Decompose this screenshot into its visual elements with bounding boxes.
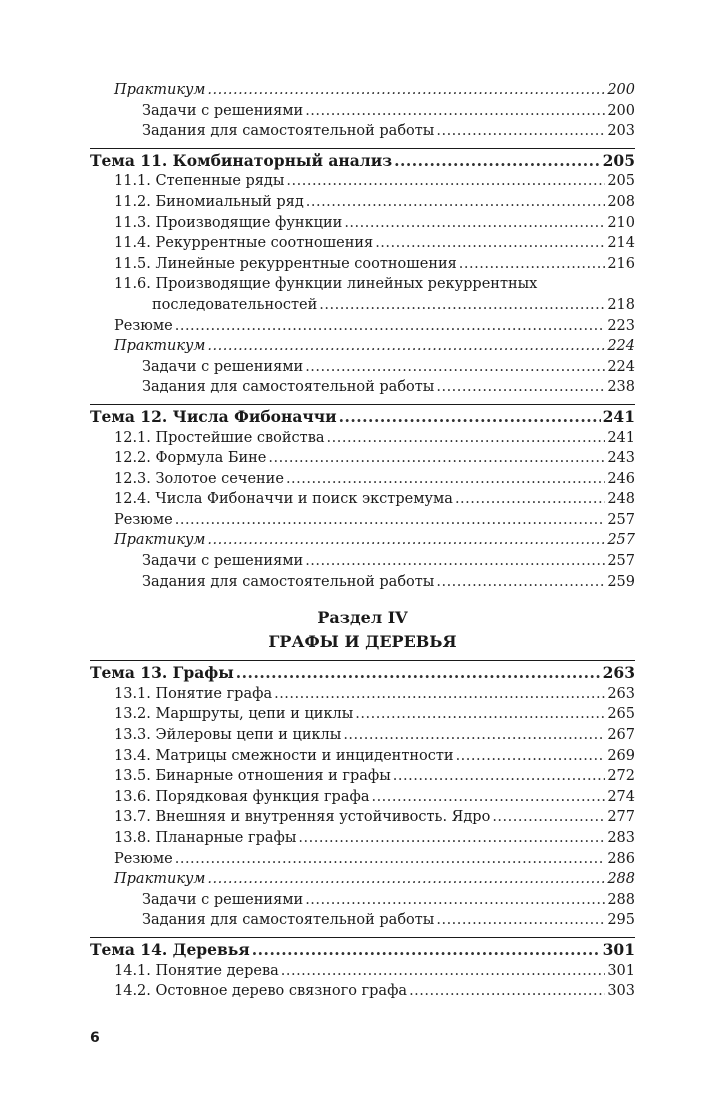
toc-entry-title: Резюме — [114, 511, 173, 528]
toc-entry-title: 13.1. Понятие графа — [114, 685, 273, 702]
toc-entry-summary — [90, 316, 635, 337]
section-title: ГРАФЫ И ДЕРЕВЬЯ — [268, 632, 457, 652]
toc-entry-title: Задачи с решениями — [142, 553, 304, 570]
toc-topic-title: Тема 11. Комбинаторный анализ — [90, 150, 393, 170]
dot-leader — [175, 849, 606, 870]
toc-entry — [90, 254, 635, 275]
dot-leader — [175, 316, 606, 337]
toc-entry-title: 14.1. Понятие дерева — [114, 962, 279, 979]
toc-entry-title: 11.3. Производящие функции — [114, 214, 343, 231]
toc-entry-title: Задания для самостоятельной работы — [142, 912, 435, 929]
toc-page-number: 295 — [607, 912, 635, 929]
toc-entry — [90, 448, 635, 469]
toc-page-number: 265 — [607, 706, 635, 723]
toc-page-number: 205 — [607, 173, 635, 190]
toc-topic-12 — [90, 407, 635, 428]
toc-entry-exercises — [90, 572, 635, 593]
toc-page-number: 277 — [607, 809, 635, 826]
toc-entry-practicum — [90, 869, 635, 890]
toc-page-number: 301 — [602, 939, 635, 959]
toc-entry — [90, 828, 635, 849]
toc-topic-13 — [90, 663, 635, 684]
toc-entry — [90, 233, 635, 254]
toc-entry — [90, 489, 635, 510]
toc-page-number: 288 — [607, 891, 635, 908]
dot-leader — [456, 746, 606, 767]
dot-leader — [394, 151, 601, 172]
toc-entry-exercises — [90, 910, 635, 931]
dot-leader — [305, 357, 605, 378]
toc-page-number: 274 — [607, 788, 635, 805]
dot-leader — [436, 377, 605, 398]
dot-leader — [459, 254, 606, 275]
page-number: 6 — [90, 1030, 100, 1046]
toc-entry-summary — [90, 849, 635, 870]
toc-entry-title: 13.6. Порядковая функция графа — [114, 788, 370, 805]
toc-entry-title: 13.8. Планарные графы — [114, 830, 297, 846]
dot-leader — [355, 704, 605, 725]
toc-entry-title: 14.2. Остовное дерево связного графа — [114, 983, 408, 1000]
toc-page-number: 257 — [607, 553, 635, 570]
dot-leader — [207, 336, 605, 357]
toc-entry — [90, 704, 635, 725]
topic-divider — [90, 937, 635, 938]
toc-page-number: 210 — [607, 214, 635, 231]
dot-leader — [274, 684, 605, 705]
toc-entry-title: 13.7. Внешняя и внутренняя устойчивость. Ядро — [114, 809, 491, 826]
toc-page-number: 272 — [607, 768, 635, 785]
toc-entry — [90, 746, 635, 767]
toc-page-number: 257 — [607, 532, 635, 549]
toc-entry — [90, 171, 635, 192]
dot-leader — [409, 981, 605, 1002]
dot-leader — [436, 121, 605, 142]
dot-leader — [375, 233, 605, 254]
toc-page-number: 205 — [602, 150, 635, 170]
toc-page-number: 303 — [607, 983, 635, 1000]
toc-entry-title-line1: 11.6. Производящие функции линейных рекуррентных — [114, 276, 538, 293]
toc-page-number: 241 — [602, 406, 635, 426]
toc-entry-title: Задания для самостоятельной работы — [142, 379, 435, 396]
toc-entry-exercises — [90, 377, 635, 398]
toc-entry — [90, 766, 635, 787]
topic-divider — [90, 148, 635, 149]
toc-entry-title: 13.4. Матрицы смежности и инцидентности — [114, 747, 454, 764]
toc-entry-title: Задачи с решениями — [142, 891, 304, 908]
dot-leader — [268, 448, 605, 469]
toc-entry-title: 12.3. Золотое сечение — [114, 470, 284, 487]
toc-entry-practicum — [90, 336, 635, 357]
toc-entry-solved-problems — [90, 101, 635, 122]
toc-entry — [90, 684, 635, 705]
toc-entry — [90, 961, 635, 982]
toc-page-number: 224 — [607, 358, 635, 375]
toc-entry-title: 12.2. Формула Бине — [114, 450, 267, 467]
toc-page-number: 267 — [607, 727, 635, 744]
toc-entry-title: Задания для самостоятельной работы — [142, 573, 435, 590]
topic-divider — [90, 660, 635, 661]
toc-page-number: 288 — [607, 871, 635, 888]
dot-leader — [327, 428, 606, 449]
toc-entry-summary — [90, 510, 635, 531]
toc-entry-title: 11.4. Рекуррентные соотношения — [114, 235, 374, 252]
toc-entry-title: Практикум — [114, 871, 206, 888]
toc-page-number: 224 — [607, 338, 635, 355]
toc-page-number: 243 — [607, 450, 635, 467]
dot-leader — [492, 807, 605, 828]
dot-leader — [298, 828, 605, 849]
dot-leader — [436, 910, 605, 931]
dot-leader — [319, 295, 605, 316]
toc-page-number: 216 — [607, 255, 635, 272]
section-heading — [90, 606, 635, 654]
toc-page-number: 214 — [607, 235, 635, 252]
dot-leader — [344, 213, 605, 234]
toc-page-number: 283 — [607, 830, 635, 846]
dot-leader — [286, 171, 605, 192]
toc-page-number: 200 — [607, 82, 635, 98]
toc-page-number: 263 — [602, 663, 635, 683]
toc-page-number: 269 — [607, 747, 635, 764]
toc-entry — [90, 428, 635, 449]
toc-entry-title: 12.4. Числа Фибоначчи и поиск экстремума — [114, 491, 453, 508]
toc-page-number: 208 — [607, 193, 635, 210]
dot-leader — [393, 766, 606, 787]
toc-topic-14 — [90, 940, 635, 961]
dot-leader — [305, 551, 605, 572]
toc-page-number: 238 — [607, 379, 635, 396]
table-of-contents — [90, 80, 635, 1002]
toc-page-number: 218 — [607, 296, 635, 313]
section-number: Раздел IV — [317, 608, 408, 628]
toc-page-number: 257 — [607, 511, 635, 528]
toc-entry-exercises — [90, 121, 635, 142]
toc-entry-practicum — [90, 80, 635, 101]
toc-page-number: 241 — [607, 429, 635, 446]
dot-leader — [436, 572, 605, 593]
toc-entry-title: Практикум — [114, 338, 206, 355]
toc-entry-solved-problems — [90, 551, 635, 572]
toc-page-number: 263 — [607, 685, 635, 702]
dot-leader — [207, 80, 605, 101]
toc-topic-title: Тема 12. Числа Фибоначчи — [90, 406, 337, 426]
dot-leader — [371, 787, 605, 808]
dot-leader — [455, 489, 605, 510]
toc-entry-practicum — [90, 530, 635, 551]
toc-entry — [90, 469, 635, 490]
toc-entry-title: Резюме — [114, 850, 173, 867]
toc-page-number: 286 — [607, 850, 635, 867]
toc-entry-title: 13.3. Эйлеровы цепи и циклы — [114, 727, 342, 744]
dot-leader — [339, 407, 601, 428]
toc-entry-title: Задачи с решениями — [142, 102, 304, 119]
toc-topic-11 — [90, 151, 635, 172]
toc-entry-title: Практикум — [114, 532, 206, 549]
toc-topic-title: Тема 13. Графы — [90, 663, 234, 683]
toc-entry-title: Задания для самостоятельной работы — [142, 123, 435, 140]
dot-leader — [175, 510, 606, 531]
toc-entry-title-line2: последовательностей — [152, 296, 318, 313]
dot-leader — [305, 101, 605, 122]
toc-topic-title: Тема 14. Деревья — [90, 939, 250, 959]
dot-leader — [286, 469, 605, 490]
toc-entry — [90, 807, 635, 828]
toc-entry — [90, 787, 635, 808]
toc-entry — [90, 213, 635, 234]
toc-entry-title: 12.1. Простейшие свойства — [114, 429, 325, 446]
dot-leader — [207, 530, 605, 551]
dot-leader — [236, 663, 601, 684]
dot-leader — [281, 961, 606, 982]
toc-entry-title: Резюме — [114, 317, 173, 334]
toc-entry-title: 11.1. Степенные ряды — [114, 173, 285, 190]
dot-leader — [252, 940, 601, 961]
toc-entry — [90, 192, 635, 213]
dot-leader — [207, 869, 605, 890]
toc-entry-title: Практикум — [114, 82, 206, 98]
toc-page-number: 200 — [607, 102, 635, 119]
dot-leader — [343, 725, 605, 746]
toc-entry-title: Задачи с решениями — [142, 358, 304, 375]
toc-entry — [90, 981, 635, 1002]
toc-page-number: 248 — [607, 491, 635, 508]
toc-entry-title: 11.5. Линейные рекуррентные соотношения — [114, 255, 457, 272]
toc-entry-solved-problems — [90, 890, 635, 911]
toc-entry-title: 11.2. Биномиальный ряд — [114, 193, 304, 210]
toc-entry-title: 13.2. Маршруты, цепи и циклы — [114, 706, 354, 723]
toc-entry-solved-problems — [90, 357, 635, 378]
toc-entry-continuation — [90, 295, 635, 316]
toc-entry-title: 13.5. Бинарные отношения и графы — [114, 768, 391, 785]
toc-page-number: 223 — [607, 317, 635, 334]
toc-entry — [90, 725, 635, 746]
toc-page-number: 246 — [607, 470, 635, 487]
toc-page-number: 203 — [607, 123, 635, 140]
toc-page-number: 301 — [607, 962, 635, 979]
dot-leader — [305, 890, 605, 911]
toc-page-number: 259 — [607, 573, 635, 590]
dot-leader — [306, 192, 606, 213]
topic-divider — [90, 404, 635, 405]
